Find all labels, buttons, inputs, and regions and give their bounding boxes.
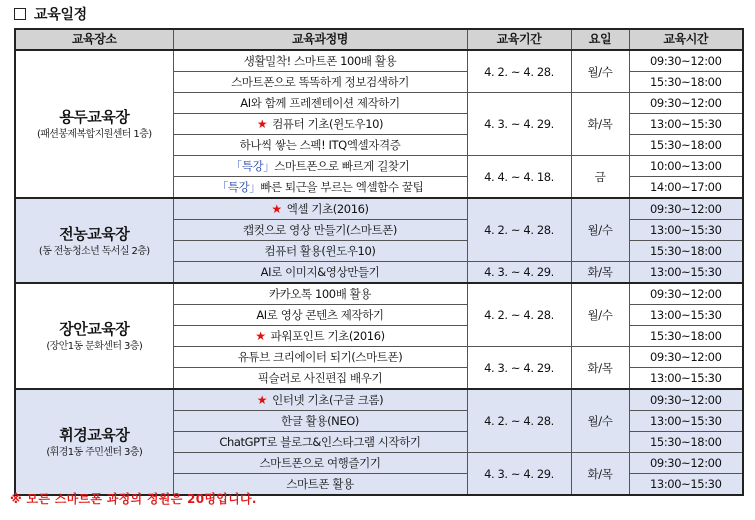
day-cell: 월/수 xyxy=(571,50,629,93)
day-cell: 화/목 xyxy=(571,347,629,390)
time-cell: 09:30~12:00 xyxy=(629,93,743,114)
time-cell: 13:00~15:30 xyxy=(629,474,743,496)
day-cell: 화/목 xyxy=(571,93,629,156)
time-cell: 13:00~15:30 xyxy=(629,368,743,390)
time-cell: 15:30~18:00 xyxy=(629,135,743,156)
day-cell: 금 xyxy=(571,156,629,199)
time-cell: 15:30~18:00 xyxy=(629,72,743,93)
course-name: 인터넷 기초(구글 크롬) xyxy=(272,393,384,407)
period-cell: 4. 3. ~ 4. 29. xyxy=(467,453,571,496)
header-day: 요일 xyxy=(571,29,629,50)
course-cell xyxy=(173,156,467,177)
capacity-note: ※ 모든 스마트폰 과정의 정원은 20명입니다. xyxy=(10,492,257,506)
header-course: 교육과정명 xyxy=(173,29,467,50)
section-title: 교육일정 xyxy=(34,7,87,23)
time-cell: 09:30~12:00 xyxy=(629,50,743,72)
time-cell: 09:30~12:00 xyxy=(629,347,743,368)
place-address: (휘경1동 주민센터 3층) xyxy=(46,447,143,458)
course-cell xyxy=(173,305,467,326)
place-name: 전농교육장 xyxy=(59,224,130,243)
table-row xyxy=(15,389,743,411)
star-icon: ★ xyxy=(256,117,268,131)
time-cell: 15:30~18:00 xyxy=(629,241,743,262)
course-cell xyxy=(173,453,467,474)
time-cell: 13:00~15:30 xyxy=(629,114,743,135)
star-icon: ★ xyxy=(256,393,268,407)
course-name: 하나씩 쌓는 스펙! ITQ엑셀자격증 xyxy=(239,138,401,152)
time-cell: 13:00~15:30 xyxy=(629,262,743,284)
course-name: 엑셀 기초(2016) xyxy=(286,202,369,216)
course-name: 픽슬러로 사진편집 배우기 xyxy=(257,371,383,385)
course-name: 유튜브 크리에이터 되기(스마트폰) xyxy=(237,350,403,364)
course-cell xyxy=(173,283,467,305)
course-name: AI로 영상 콘텐츠 제작하기 xyxy=(256,308,384,322)
header-time: 교육시간 xyxy=(629,29,743,50)
place-cell xyxy=(15,389,173,495)
course-name: 한글 활용(NEO) xyxy=(281,414,359,428)
star-icon: ★ xyxy=(271,202,282,216)
course-cell xyxy=(173,262,467,284)
time-cell: 13:00~15:30 xyxy=(629,305,743,326)
time-cell: 09:30~12:00 xyxy=(629,453,743,474)
course-name: 스마트폰 활용 xyxy=(286,477,354,491)
table-header-row xyxy=(15,29,743,50)
time-cell: 13:00~15:30 xyxy=(629,411,743,432)
day-cell: 월/수 xyxy=(571,389,629,453)
section-heading xyxy=(12,4,87,24)
course-cell xyxy=(173,241,467,262)
course-name: 스마트폰으로 빠르게 길찾기 xyxy=(274,159,410,173)
course-cell xyxy=(173,368,467,390)
course-cell xyxy=(173,220,467,241)
course-cell xyxy=(173,411,467,432)
day-cell: 화/목 xyxy=(571,262,629,284)
header-period: 교육기간 xyxy=(467,29,571,50)
place-address: (패션봉제복합지원센터 1층) xyxy=(36,129,152,140)
course-cell xyxy=(173,389,467,411)
time-cell: 15:30~18:00 xyxy=(629,432,743,453)
period-cell: 4. 3. ~ 4. 29. xyxy=(467,262,571,284)
place-cell xyxy=(15,198,173,283)
course-name: 생활밀착! 스마트폰 100배 활용 xyxy=(243,54,397,68)
place-address: (동 전농청소년 독서실 2층) xyxy=(38,245,150,257)
period-cell: 4. 2. ~ 4. 28. xyxy=(467,389,571,453)
time-cell: 14:00~17:00 xyxy=(629,177,743,199)
course-cell xyxy=(173,50,467,72)
star-icon: ★ xyxy=(255,329,266,343)
time-cell: 09:30~12:00 xyxy=(629,283,743,305)
day-cell: 월/수 xyxy=(571,283,629,347)
table-row xyxy=(15,198,743,220)
course-name: 컴퓨터 활용(윈도우10) xyxy=(264,244,376,258)
header-place: 교육장소 xyxy=(15,29,173,50)
time-cell: 13:00~15:30 xyxy=(629,220,743,241)
course-name: 컴퓨터 기초(윈도우10) xyxy=(272,117,384,131)
course-name: 스마트폰으로 여행즐기기 xyxy=(259,456,381,470)
course-cell xyxy=(173,114,467,135)
course-name: 캡컷으로 영상 만들기(스마트폰) xyxy=(243,223,397,237)
time-cell: 09:30~12:00 xyxy=(629,198,743,220)
table-row xyxy=(15,283,743,305)
period-cell: 4. 4. ~ 4. 18. xyxy=(467,156,571,199)
period-cell: 4. 3. ~ 4. 29. xyxy=(467,347,571,390)
course-cell xyxy=(173,135,467,156)
period-cell: 4. 2. ~ 4. 28. xyxy=(467,198,571,262)
course-name: 카카오톡 100배 활용 xyxy=(268,287,372,301)
period-cell: 4. 2. ~ 4. 28. xyxy=(467,50,571,93)
time-cell: 15:30~18:00 xyxy=(629,326,743,347)
place-address: (장안1동 문화센터 3층) xyxy=(46,341,143,352)
checkbox-square-icon xyxy=(14,8,26,20)
course-name: ChatGPT로 블로그&인스타그램 시작하기 xyxy=(219,435,421,449)
course-name: AI와 함께 프레젠테이션 제작하기 xyxy=(240,96,400,110)
course-cell xyxy=(173,432,467,453)
course-cell xyxy=(173,93,467,114)
period-cell: 4. 3. ~ 4. 29. xyxy=(467,93,571,156)
special-lecture-tag: 「특강」 xyxy=(216,180,261,194)
course-name: AI로 이미지&영상만들기 xyxy=(260,265,380,279)
period-cell: 4. 2. ~ 4. 28. xyxy=(467,283,571,347)
time-cell: 10:00~13:00 xyxy=(629,156,743,177)
place-name: 장안교육장 xyxy=(59,320,130,338)
course-name: 빠른 퇴근을 부르는 엑셀함수 꿀팁 xyxy=(260,180,424,194)
course-cell xyxy=(173,177,467,199)
place-cell xyxy=(15,283,173,389)
special-lecture-tag: 「특강」 xyxy=(230,159,275,173)
course-cell xyxy=(173,72,467,93)
schedule-table xyxy=(14,28,744,496)
course-name: 파워포인트 기초(2016) xyxy=(270,329,385,343)
course-name: 스마트폰으로 똑똑하게 정보검색하기 xyxy=(231,75,409,89)
table-row xyxy=(15,50,743,72)
place-name: 휘경교육장 xyxy=(59,426,130,444)
day-cell: 화/목 xyxy=(571,453,629,496)
course-cell xyxy=(173,198,467,220)
place-name: 용두교육장 xyxy=(59,108,130,126)
place-cell xyxy=(15,50,173,198)
day-cell: 월/수 xyxy=(571,198,629,262)
course-cell xyxy=(173,347,467,368)
table-body xyxy=(15,50,743,495)
course-cell xyxy=(173,326,467,347)
time-cell: 09:30~12:00 xyxy=(629,389,743,411)
